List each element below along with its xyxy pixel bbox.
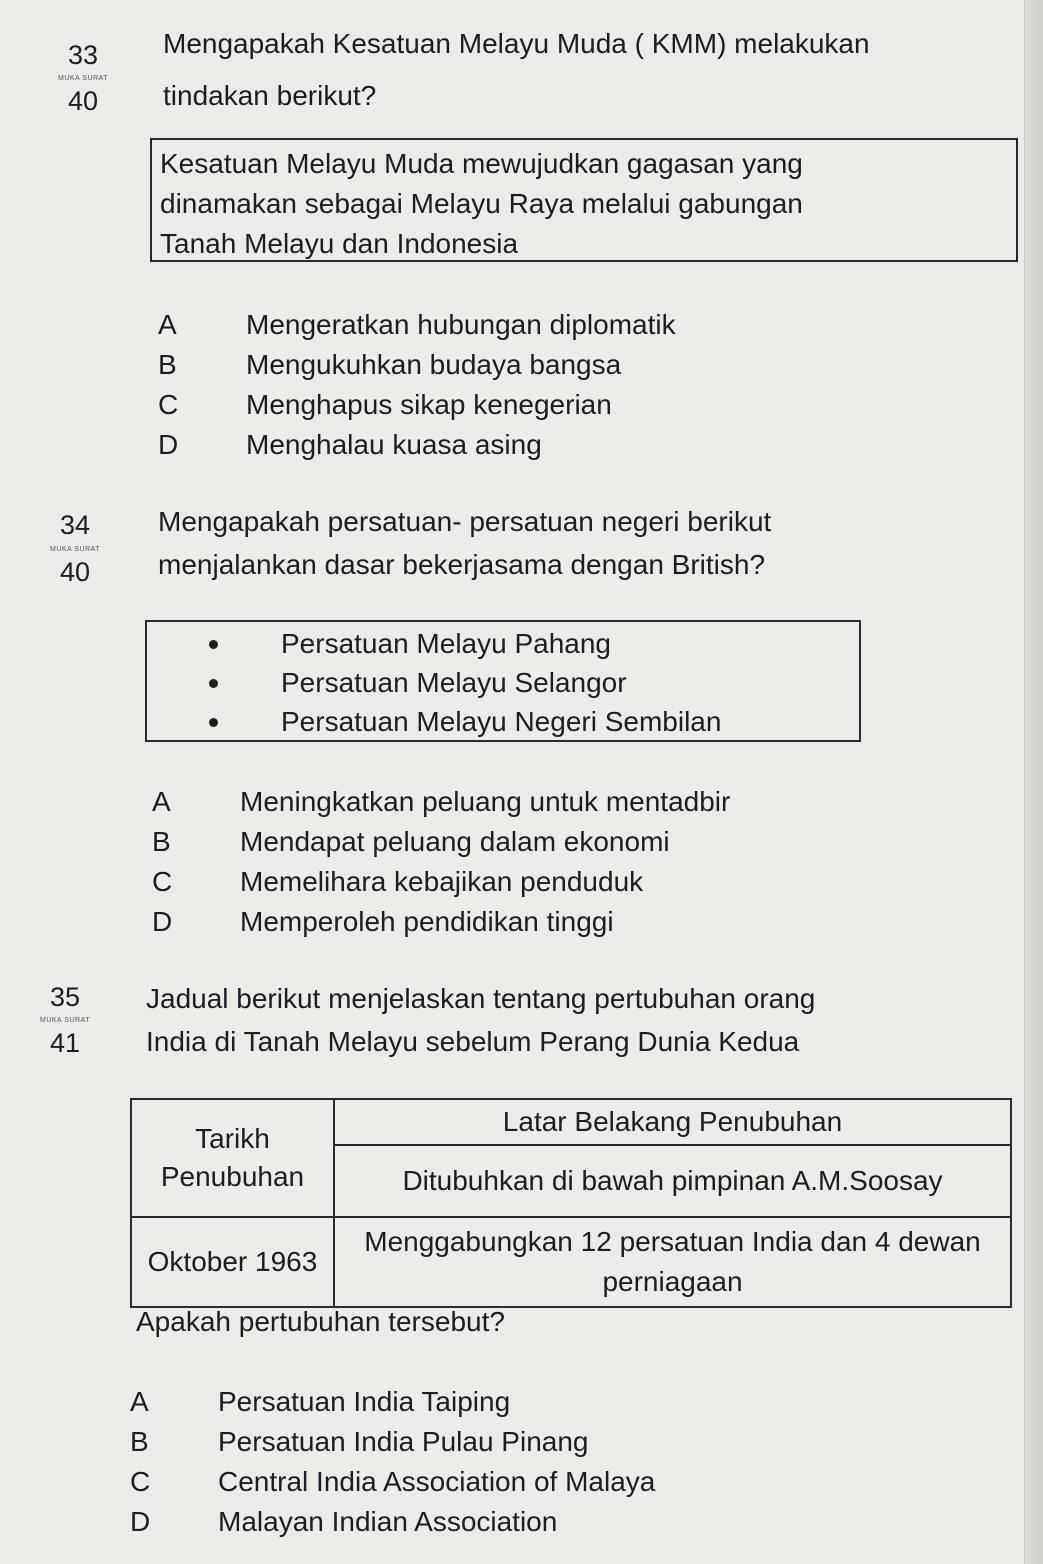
option-c[interactable]: C Menghapus sikap kenegerian (158, 389, 612, 420)
option-a[interactable]: A Persatuan India Taiping (130, 1386, 511, 1417)
option-d[interactable]: D Menghalau kuasa asing (158, 429, 542, 460)
bullet-icon (209, 640, 218, 649)
table-header-date: Tarikh Penubuhan (131, 1099, 334, 1217)
page-number: 40 (67, 86, 99, 116)
question-number: 34 (59, 510, 91, 540)
table-cell-row2: Menggabungkan 12 persatuan India dan 4 dewan perniagaan (334, 1217, 1011, 1307)
table-header-background: Latar Belakang Penubuhan (334, 1099, 1011, 1145)
option-list (130, 1382, 655, 1542)
bullet-icon (209, 718, 218, 727)
page-label: MUKA SURAT (50, 546, 100, 553)
option-list (158, 305, 676, 465)
stimulus-box (145, 620, 861, 742)
question-text: Mengapakah Kesatuan Melayu Muda ( KMM) melakukan tindakan berikut? (163, 28, 870, 111)
table-cell-date: Oktober 1963 (131, 1217, 334, 1307)
question-number: 35 (49, 982, 81, 1012)
option-c[interactable]: C Central India Association of Malaya (130, 1466, 656, 1497)
option-c[interactable]: C Memelihara kebajikan penduduk (152, 866, 644, 897)
option-list (152, 782, 730, 942)
bullet-item: Persatuan Melayu Pahang (147, 624, 859, 663)
question-text: Jadual berikut menjelaskan tentang pertubuhan orang India di Tanah Melayu sebelum Perang Dunia Kedua (146, 983, 816, 1057)
page-number: 41 (49, 1028, 81, 1058)
stimulus-box: Kesatuan Melayu Muda mewujudkan gagasan yang dinamakan sebagai Melayu Raya melalui gabungan Tanah Melayu dan Indonesia (150, 138, 1018, 262)
page-number: 40 (59, 557, 91, 587)
organisation-table (130, 1098, 1012, 1308)
page-label: MUKA SURAT (40, 1017, 90, 1024)
table-cell-row1: Ditubuhkan di bawah pimpinan A.M.Soosay (334, 1145, 1011, 1217)
question-number: 33 (67, 40, 99, 70)
option-b[interactable]: B Mendapat peluang dalam ekonomi (152, 826, 670, 857)
option-b[interactable]: B Persatuan India Pulau Pinang (130, 1426, 589, 1457)
option-a[interactable]: A Meningkatkan peluang untuk mentadbir (152, 786, 731, 817)
question-text: Mengapakah persatuan- persatuan negeri berikut menjalankan dasar bekerjasama dengan British? (158, 506, 772, 580)
bullet-item: Persatuan Melayu Selangor (147, 663, 859, 702)
page-edge (1024, 0, 1043, 1564)
bullet-item: Persatuan Melayu Negeri Sembilan (147, 702, 859, 741)
option-d[interactable]: D Malayan Indian Association (130, 1506, 558, 1537)
page-label: MUKA SURAT (58, 75, 108, 82)
option-a[interactable]: A Mengeratkan hubungan diplomatik (158, 309, 676, 340)
option-b[interactable]: B Mengukuhkan budaya bangsa (158, 349, 622, 380)
bullet-icon (209, 679, 218, 688)
question-prompt: Apakah pertubuhan tersebut? (136, 1306, 505, 1337)
option-d[interactable]: D Memperoleh pendidikan tinggi (152, 906, 614, 937)
